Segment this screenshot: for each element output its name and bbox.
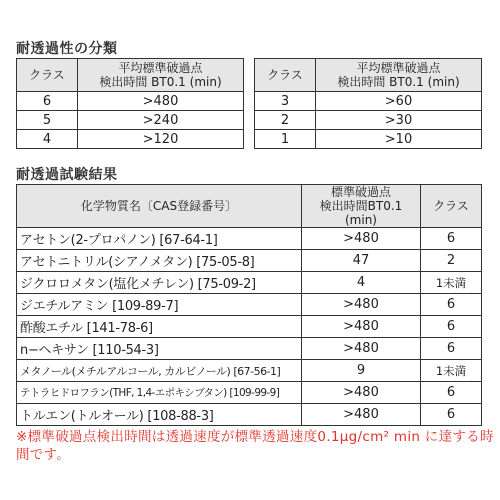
time-cell: >120 — [78, 130, 244, 149]
time-cell: >480 — [302, 228, 421, 250]
class-cell: 5 — [17, 111, 78, 130]
classification-table-right — [254, 58, 482, 149]
chemical-name: ジエチルアミン [109-89-7] — [17, 294, 302, 316]
chemical-name: n−ヘキサン [110-54-3] — [17, 338, 302, 360]
table-row — [17, 272, 482, 294]
time-cell: >480 — [302, 316, 421, 338]
time-cell: >240 — [78, 111, 244, 130]
chemical-name: トルエン(トルオール) [108-88-3] — [17, 404, 302, 426]
time-cell: >480 — [302, 294, 421, 316]
footnote: ※標準破過点検出時間は透過速度が標準透過速度0.1μg/cm² min に達する時間です。 — [16, 429, 494, 463]
table-row — [17, 382, 482, 404]
time-cell: >480 — [302, 382, 421, 404]
class-cell: 2 — [255, 111, 316, 130]
class-cell: 6 — [421, 404, 482, 426]
class-cell: 6 — [421, 228, 482, 250]
classification-table-left — [16, 58, 244, 149]
class-cell: 4 — [17, 130, 78, 149]
time-cell: >30 — [316, 111, 482, 130]
class-cell: 1未満 — [421, 360, 482, 382]
time-cell: >480 — [302, 404, 421, 426]
class-header: クラス — [17, 59, 78, 92]
chemical-name: ジクロロメタン(塩化メチレン) [75-09-2] — [17, 272, 302, 294]
class-cell: 1 — [255, 130, 316, 149]
chemical-header: 化学物質名〔CAS登録番号〕 — [17, 185, 302, 228]
time-header-line1: 標準破過点 — [330, 185, 391, 199]
class-cell: 2 — [421, 250, 482, 272]
results-title: 耐透過試験結果 — [16, 167, 118, 183]
chemical-name: アセトン(2-プロパノン) [67-64-1] — [17, 228, 302, 250]
table-row — [17, 404, 482, 426]
class-cell: 1未満 — [421, 272, 482, 294]
class-cell: 6 — [421, 294, 482, 316]
table-row — [17, 228, 482, 250]
chemical-name: 酢酸エチル [141-78-6] — [17, 316, 302, 338]
class-cell: 6 — [421, 382, 482, 404]
time-cell: >480 — [78, 92, 244, 111]
class-header: クラス — [255, 59, 316, 92]
time-cell: 4 — [302, 272, 421, 294]
time-cell: >60 — [316, 92, 482, 111]
chemical-name: メタノール(メチルアルコール, カルビノール) [67-56-1] — [17, 360, 302, 382]
time-header-line1: 平均標準破過点 — [356, 61, 441, 75]
time-header-line1: 平均標準破過点 — [118, 61, 203, 75]
table-row — [17, 360, 482, 382]
results-table — [16, 184, 482, 426]
classification-title: 耐透過性の分類 — [16, 41, 118, 57]
time-cell: 9 — [302, 360, 421, 382]
table-row — [17, 316, 482, 338]
time-header — [78, 59, 244, 92]
time-header — [302, 185, 421, 228]
time-header-line2: 検出時間 BT0.1 (min) — [99, 75, 222, 89]
table-row — [17, 294, 482, 316]
class-cell: 3 — [255, 92, 316, 111]
class-cell: 6 — [421, 338, 482, 360]
chemical-name: アセトニトリル(シアノメタン) [75-05-8] — [17, 250, 302, 272]
time-cell: >480 — [302, 338, 421, 360]
class-cell: 6 — [17, 92, 78, 111]
time-header — [316, 59, 482, 92]
chemical-name: テトラヒドロフラン(THF, 1,4-エポキシブタン) [109-99-9] — [17, 382, 302, 404]
class-cell: 6 — [421, 316, 482, 338]
table-row — [17, 338, 482, 360]
time-cell: 47 — [302, 250, 421, 272]
table-row — [17, 250, 482, 272]
time-header-line2: 検出時間BT0.1 (min) — [319, 199, 403, 227]
time-header-line2: 検出時間 BT0.1 (min) — [337, 75, 460, 89]
class-header: クラス — [421, 185, 482, 228]
time-cell: >10 — [316, 130, 482, 149]
